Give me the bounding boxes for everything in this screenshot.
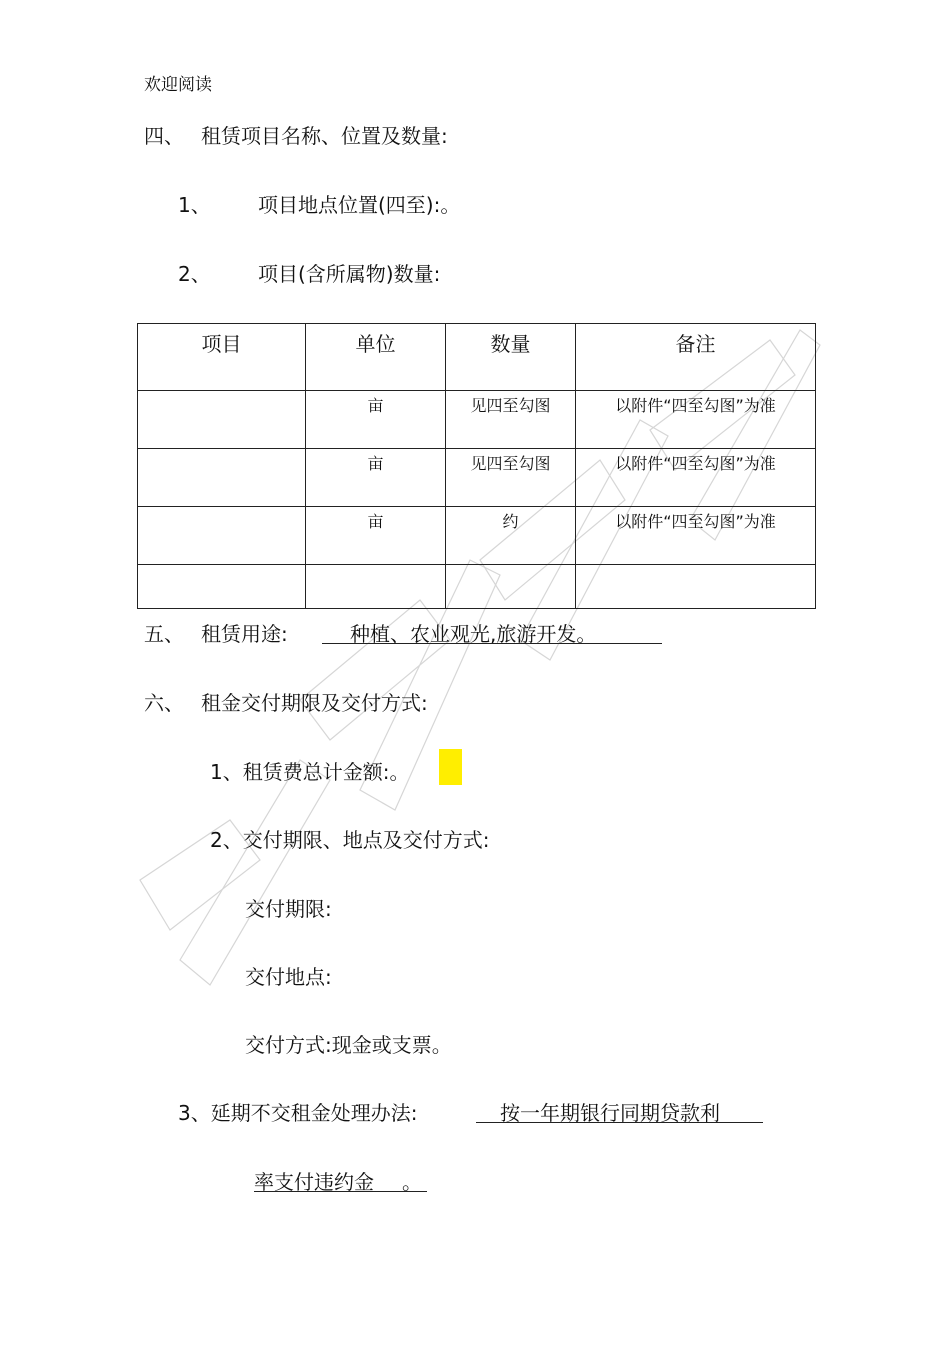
payment-place: 交付地点: (245, 965, 332, 989)
item-6-3-underline-2 (254, 1170, 427, 1192)
table-row (138, 565, 816, 609)
section-4-title: 租赁项目名称、位置及数量: (201, 124, 448, 148)
table-cell: 以附件“四至勾图”为准 (576, 391, 816, 449)
section-5-underline (322, 622, 662, 644)
table-cell: 亩 (306, 449, 446, 507)
highlight-mark (439, 749, 462, 785)
item-6-3-underline-1 (476, 1101, 763, 1123)
item-6-3-value-end: 。 (402, 1170, 422, 1194)
table-cell: 见四至勾图 (446, 449, 576, 507)
table-cell (446, 565, 576, 609)
payment-method: 交付方式:现金或支票。 (245, 1033, 452, 1057)
table-cell: 亩 (306, 391, 446, 449)
table-header-cell: 项目 (138, 324, 306, 391)
table-cell: 以附件“四至勾图”为准 (576, 507, 816, 565)
item-6-2-text: 2、交付期限、地点及交付方式: (210, 828, 490, 852)
item-6-3-value-line2: 率支付违约金 (254, 1170, 374, 1194)
item-1-number: 1、 (178, 193, 211, 217)
payment-term: 交付期限: (245, 897, 332, 921)
table-row (138, 507, 816, 565)
section-4-number: 四、 (144, 124, 184, 148)
table-cell: 约 (446, 507, 576, 565)
table-cell (306, 565, 446, 609)
page-header: 欢迎阅读 (144, 75, 212, 95)
table-cell (138, 449, 306, 507)
table-header-cell: 数量 (446, 324, 576, 391)
table-header-row (138, 324, 816, 391)
table-cell: 以附件“四至勾图”为准 (576, 449, 816, 507)
item-2-text: 项目(含所属物)数量: (258, 262, 441, 286)
table-cell (138, 565, 306, 609)
table-row (138, 449, 816, 507)
table-cell: 亩 (306, 507, 446, 565)
section-6-number: 六、 (144, 691, 184, 715)
section-6-title: 租金交付期限及交付方式: (201, 691, 428, 715)
table-cell (138, 391, 306, 449)
table-header-cell: 单位 (306, 324, 446, 391)
item-1-text: 项目地点位置(四至):。 (258, 193, 461, 217)
section-5-label: 租赁用途: (201, 622, 288, 646)
quantity-table (137, 323, 816, 609)
table-header-cell: 备注 (576, 324, 816, 391)
item-6-1-text: 1、租赁费总计金额:。 (210, 760, 410, 784)
item-6-3-label: 3、延期不交租金处理办法: (178, 1101, 418, 1125)
table-cell: 见四至勾图 (446, 391, 576, 449)
table-row (138, 391, 816, 449)
table-cell (138, 507, 306, 565)
section-5-number: 五、 (144, 622, 184, 646)
item-2-number: 2、 (178, 262, 211, 286)
section-5-value: 种植、农业观光,旅游开发。 (350, 622, 597, 646)
table-cell (576, 565, 816, 609)
item-6-3-value-line1: 按一年期银行同期贷款利 (500, 1101, 720, 1125)
